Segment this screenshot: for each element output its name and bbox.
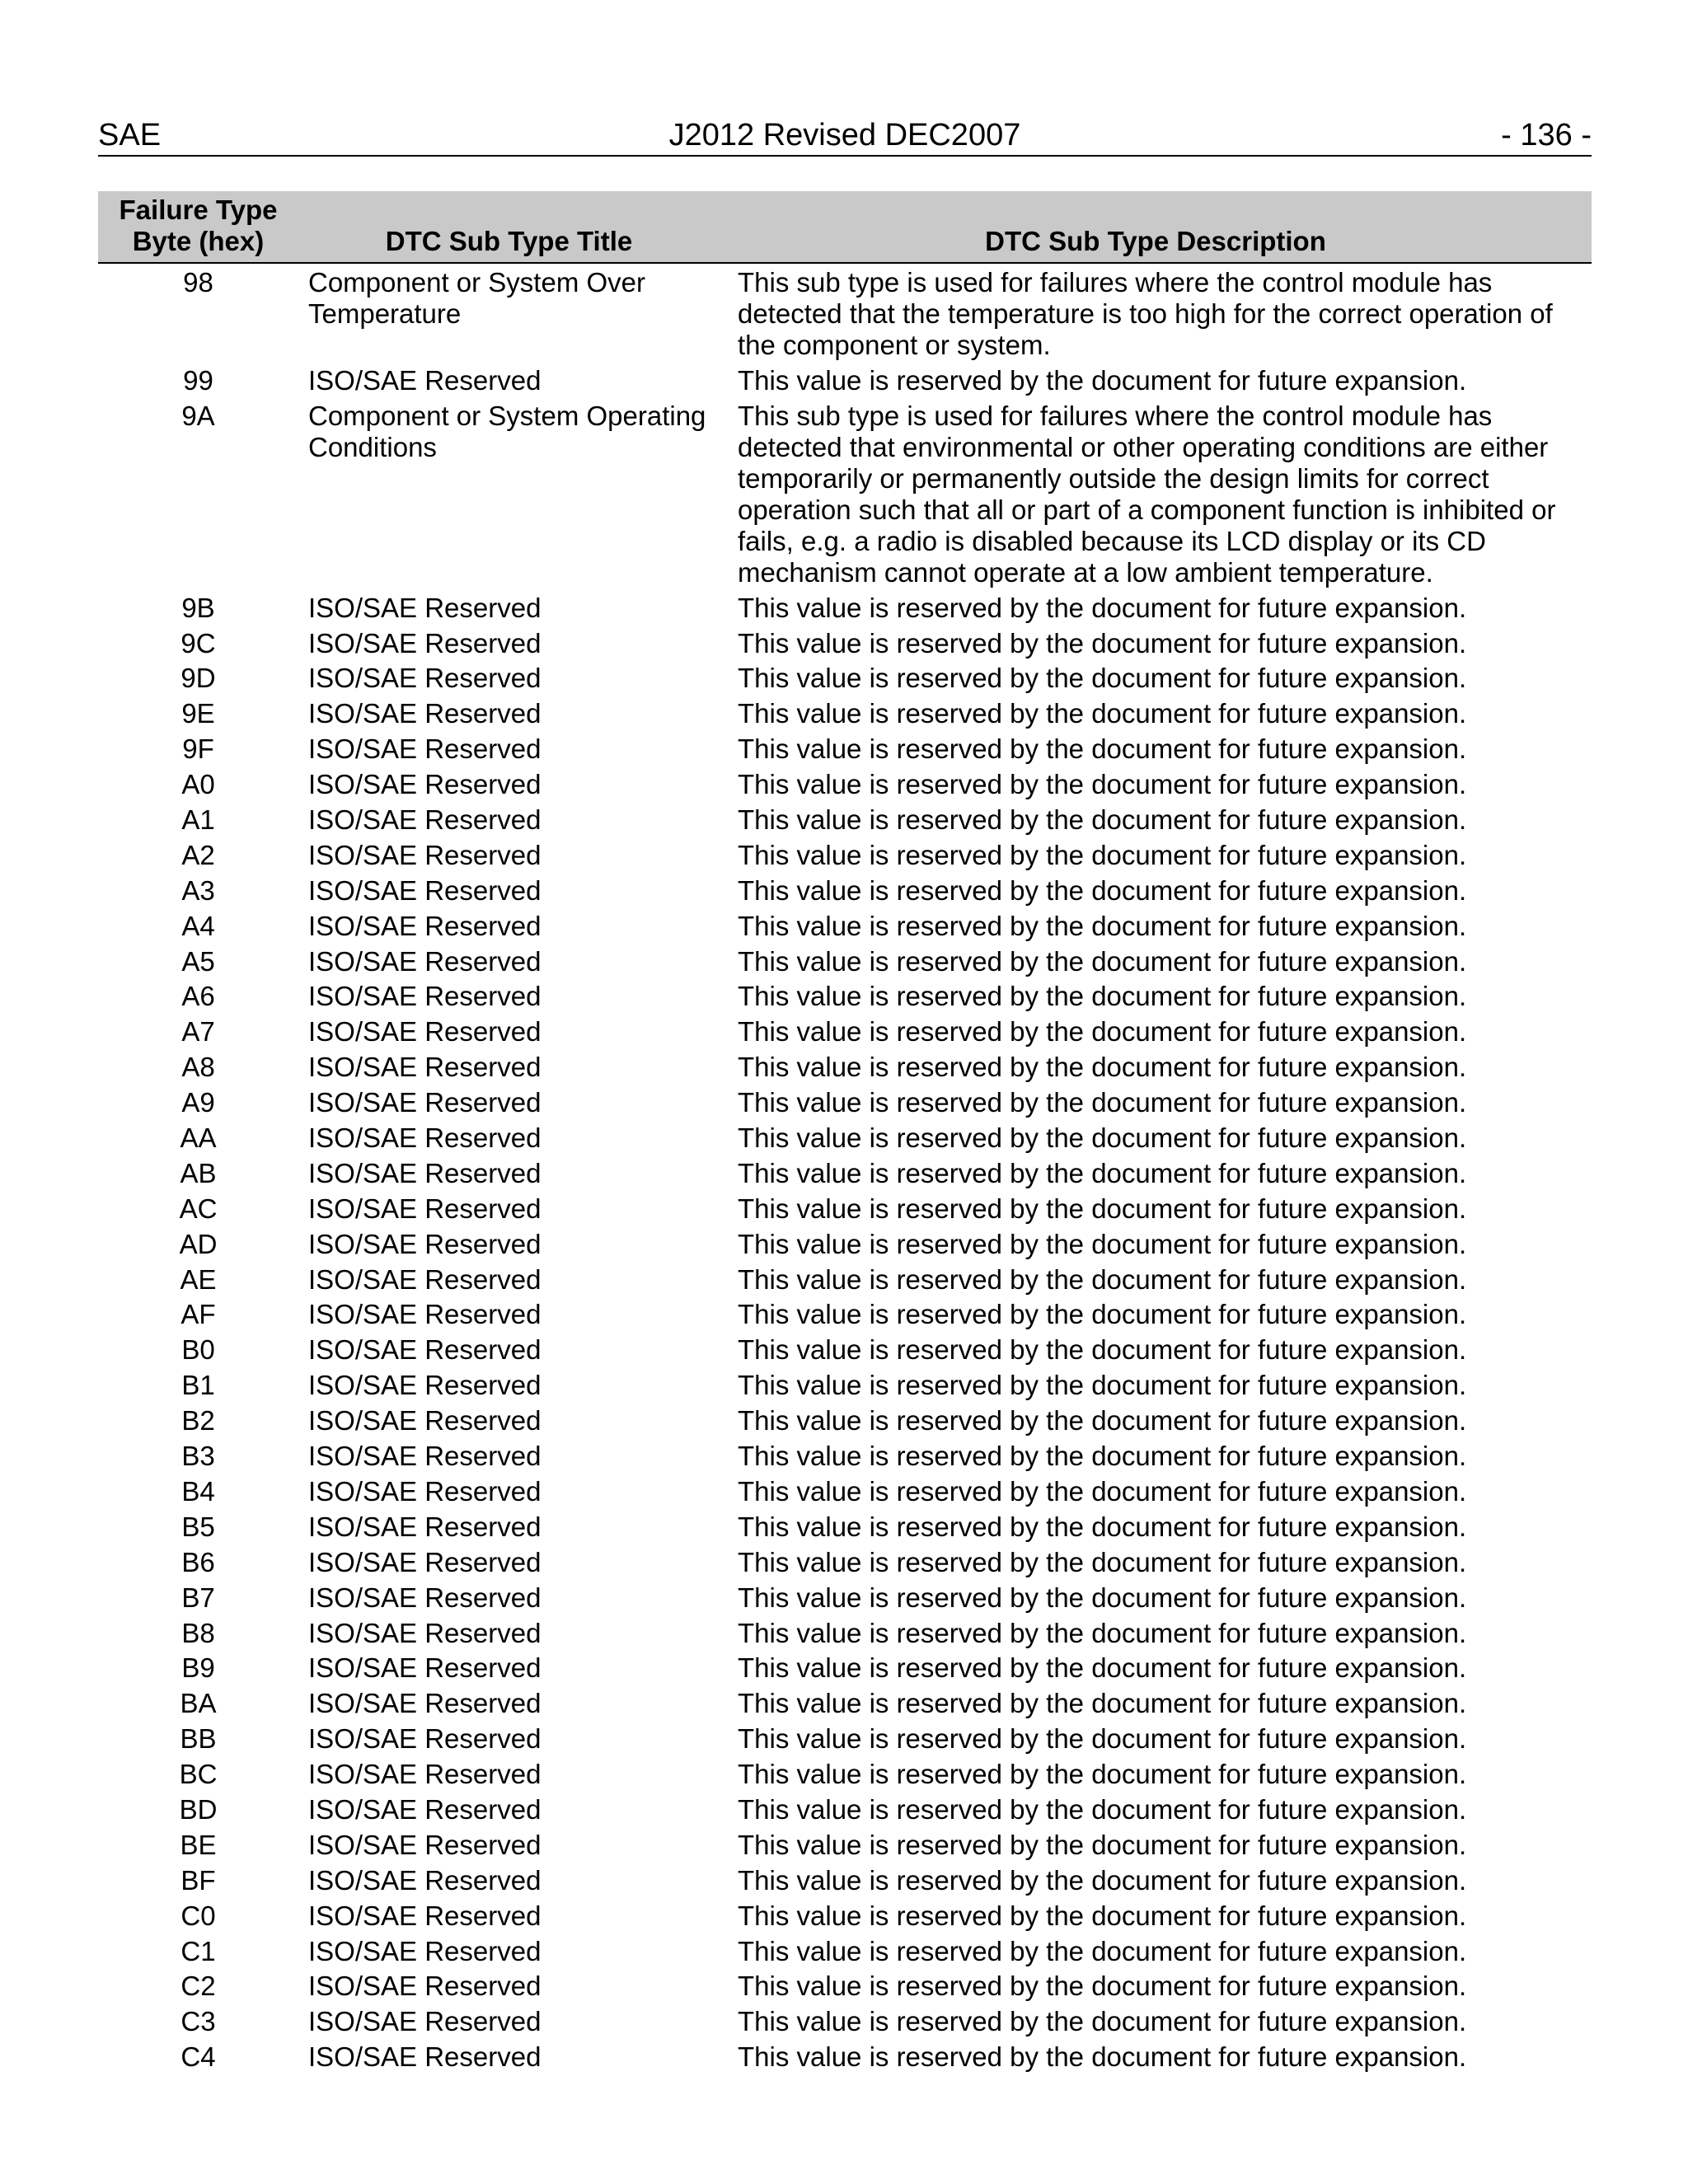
cell-hex: AF — [181, 1299, 216, 1330]
cell-description: This value is reserved by the document for future expansion. — [738, 364, 1467, 396]
cell-description: This value is reserved by the document for future expansion. — [738, 981, 1467, 1012]
cell-description: This value is reserved by the document for future expansion. — [738, 1864, 1467, 1896]
header-doc-id: J2012 Revised DEC2007 — [668, 118, 1021, 152]
cell-title: ISO/SAE Reserved — [308, 592, 542, 623]
header-org: SAE — [98, 118, 162, 152]
cell-title: ISO/SAE Reserved — [308, 910, 542, 941]
cell-title: ISO/SAE Reserved — [308, 874, 542, 906]
cell-description: This value is reserved by the document for future expansion. — [738, 1299, 1467, 1330]
cell-hex: BB — [180, 1723, 217, 1755]
cell-hex: BC — [179, 1759, 218, 1790]
table-row — [98, 1229, 1592, 1264]
cell-description: This sub type is used for failures where the control module has detected that the temperature is too high for the correct operation of the component or system. — [738, 267, 1553, 360]
cell-title: ISO/SAE Reserved — [308, 1193, 542, 1224]
cell-hex: C2 — [181, 1971, 216, 2002]
cell-hex: AC — [179, 1193, 218, 1224]
cell-title: ISO/SAE Reserved — [308, 1263, 542, 1295]
cell-description: This value is reserved by the document for future expansion. — [738, 874, 1467, 906]
cell-hex: B1 — [181, 1370, 215, 1401]
cell-title: ISO/SAE Reserved — [308, 663, 542, 694]
cell-hex: B0 — [181, 1334, 215, 1366]
cell-description: This value is reserved by the document for future expansion. — [738, 2006, 1467, 2037]
cell-title: ISO/SAE Reserved — [308, 1900, 542, 1931]
cell-hex: 9C — [181, 627, 216, 658]
cell-description: This value is reserved by the document for future expansion. — [738, 1793, 1467, 1825]
table-row — [98, 1900, 1592, 1936]
cell-title: ISO/SAE Reserved — [308, 1829, 542, 1860]
cell-title: ISO/SAE Reserved — [308, 1723, 542, 1755]
cell-title: ISO/SAE Reserved — [308, 1511, 542, 1542]
cell-hex: C3 — [181, 2006, 216, 2037]
cell-description: This value is reserved by the document for future expansion. — [738, 1263, 1467, 1295]
cell-title: ISO/SAE Reserved — [308, 1370, 542, 1401]
cell-description: This value is reserved by the document for future expansion. — [738, 804, 1467, 836]
cell-description: This value is reserved by the document for future expansion. — [738, 1441, 1467, 1472]
table-row — [98, 1936, 1592, 1971]
cell-description: This value is reserved by the document for future expansion. — [738, 1016, 1467, 1047]
cell-description: This value is reserved by the document for future expansion. — [738, 839, 1467, 870]
cell-hex: B9 — [181, 1652, 215, 1684]
header-page-number: - 136 - — [1501, 118, 1592, 152]
cell-title: ISO/SAE Reserved — [308, 1157, 542, 1188]
cell-description: This value is reserved by the document for future expansion. — [738, 1652, 1467, 1684]
table-row — [98, 1688, 1592, 1723]
cell-description: This value is reserved by the document for future expansion. — [738, 1193, 1467, 1224]
table-row — [98, 1087, 1592, 1122]
table-row — [98, 663, 1592, 698]
cell-hex: A5 — [181, 945, 215, 977]
cell-title: ISO/SAE Reserved — [308, 1582, 542, 1613]
cell-hex: 9B — [181, 592, 215, 623]
table-row — [98, 401, 1592, 593]
table-row — [98, 1264, 1592, 1300]
cell-title: ISO/SAE Reserved — [308, 1122, 542, 1154]
cell-description: This value is reserved by the document for future expansion. — [738, 1370, 1467, 1401]
cell-description: This value is reserved by the document for future expansion. — [738, 733, 1467, 765]
cell-title: ISO/SAE Reserved — [308, 1617, 542, 1648]
table-row — [98, 365, 1592, 401]
table-row — [98, 1016, 1592, 1052]
cell-hex: B6 — [181, 1546, 215, 1577]
cell-description: This value is reserved by the document for future expansion. — [738, 1405, 1467, 1436]
column-header-hex-line2: Byte (hex) — [132, 226, 265, 256]
cell-hex: AD — [179, 1228, 218, 1259]
cell-description: This value is reserved by the document for future expansion. — [738, 769, 1467, 800]
cell-title: ISO/SAE Reserved — [308, 1016, 542, 1047]
cell-description: This value is reserved by the document for future expansion. — [738, 1334, 1467, 1366]
cell-hex: A3 — [181, 874, 215, 906]
cell-title: ISO/SAE Reserved — [308, 627, 542, 658]
cell-title: ISO/SAE Reserved — [308, 1793, 542, 1825]
cell-title: ISO/SAE Reserved — [308, 733, 542, 765]
cell-hex: B3 — [181, 1441, 215, 1472]
cell-hex: A6 — [181, 981, 215, 1012]
cell-hex: A1 — [181, 804, 215, 836]
cell-title: ISO/SAE Reserved — [308, 2006, 542, 2037]
table-body — [98, 263, 1592, 2077]
cell-title: Component or System Operating Conditions — [308, 400, 706, 462]
cell-hex: 9A — [181, 400, 215, 431]
cell-description: This value is reserved by the document for future expansion. — [738, 1688, 1467, 1719]
table-row — [98, 1476, 1592, 1511]
cell-description: This value is reserved by the document for future expansion. — [738, 1971, 1467, 2002]
cell-title: ISO/SAE Reserved — [308, 1087, 542, 1118]
cell-title: ISO/SAE Reserved — [308, 1334, 542, 1366]
column-header-hex — [98, 191, 298, 263]
table-row — [98, 1830, 1592, 1865]
cell-hex: B8 — [181, 1617, 215, 1648]
cell-title: Component or System Over Temperature — [308, 267, 645, 329]
cell-description: This value is reserved by the document for future expansion. — [738, 1511, 1467, 1542]
table-row — [98, 911, 1592, 946]
cell-hex: AA — [180, 1122, 217, 1154]
column-header-hex-line1: Failure Type — [119, 194, 278, 225]
cell-title: ISO/SAE Reserved — [308, 698, 542, 729]
cell-hex: 9D — [181, 663, 216, 694]
cell-title: ISO/SAE Reserved — [308, 364, 542, 396]
table-row — [98, 1794, 1592, 1830]
cell-title: ISO/SAE Reserved — [308, 1299, 542, 1330]
cell-hex: BD — [179, 1793, 218, 1825]
cell-description: This value is reserved by the document for future expansion. — [738, 1829, 1467, 1860]
table-header — [98, 191, 1592, 263]
table-row — [98, 628, 1592, 663]
cell-description: This value is reserved by the document for future expansion. — [738, 1759, 1467, 1790]
cell-description: This value is reserved by the document for future expansion. — [738, 1157, 1467, 1188]
cell-title: ISO/SAE Reserved — [308, 1759, 542, 1790]
cell-title: ISO/SAE Reserved — [308, 1546, 542, 1577]
table-row — [98, 1299, 1592, 1334]
cell-hex: AE — [180, 1263, 217, 1295]
cell-hex: A7 — [181, 1016, 215, 1047]
table-row — [98, 1511, 1592, 1547]
dtc-subtype-table — [98, 191, 1592, 2077]
table-row — [98, 1547, 1592, 1582]
cell-title: ISO/SAE Reserved — [308, 804, 542, 836]
cell-title: ISO/SAE Reserved — [308, 1652, 542, 1684]
cell-description: This value is reserved by the document for future expansion. — [738, 1475, 1467, 1507]
cell-hex: B4 — [181, 1475, 215, 1507]
cell-description: This value is reserved by the document for future expansion. — [738, 663, 1467, 694]
cell-description: This value is reserved by the document for future expansion. — [738, 1900, 1467, 1931]
table-row — [98, 1865, 1592, 1900]
table-row — [98, 698, 1592, 733]
table-row — [98, 2041, 1592, 2077]
table-row — [98, 733, 1592, 769]
cell-title: ISO/SAE Reserved — [308, 945, 542, 977]
cell-hex: B5 — [181, 1511, 215, 1542]
column-header-description: DTC Sub Type Description — [720, 191, 1592, 263]
cell-hex: A9 — [181, 1087, 215, 1118]
cell-hex: 9F — [182, 733, 214, 765]
table-row — [98, 875, 1592, 911]
cell-description: This value is reserved by the document for future expansion. — [738, 910, 1467, 941]
cell-hex: BA — [180, 1688, 217, 1719]
cell-title: ISO/SAE Reserved — [308, 1441, 542, 1472]
cell-hex: B2 — [181, 1405, 215, 1436]
cell-description: This value is reserved by the document for future expansion. — [738, 698, 1467, 729]
table-row — [98, 1122, 1592, 1158]
document-page — [98, 115, 1592, 2077]
table-row — [98, 840, 1592, 875]
cell-hex: 99 — [183, 364, 213, 396]
cell-title: ISO/SAE Reserved — [308, 1475, 542, 1507]
cell-title: ISO/SAE Reserved — [308, 2041, 542, 2073]
table-row — [98, 769, 1592, 804]
cell-title: ISO/SAE Reserved — [308, 1935, 542, 1966]
cell-title: ISO/SAE Reserved — [308, 1864, 542, 1896]
table-row — [98, 1652, 1592, 1688]
cell-title: ISO/SAE Reserved — [308, 1052, 542, 1083]
cell-hex: C1 — [181, 1935, 216, 1966]
cell-description: This value is reserved by the document for future expansion. — [738, 592, 1467, 623]
table-row — [98, 1971, 1592, 2006]
cell-hex: BF — [181, 1864, 216, 1896]
table-row — [98, 1723, 1592, 1759]
cell-hex: A0 — [181, 769, 215, 800]
cell-description: This value is reserved by the document for future expansion. — [738, 627, 1467, 658]
table-row — [98, 1158, 1592, 1193]
cell-description: This sub type is used for failures where the control module has detected that environmental or other operating conditions are either temporarily or permanently outside the design limits for correct operation such that all or part of a component function is inhibited or fails, e.g. a radio is disabled because its LCD display or its CD mechanism cannot operate at a low ambient temperature. — [738, 400, 1556, 588]
cell-hex: C4 — [181, 2041, 216, 2073]
table-row — [98, 946, 1592, 982]
cell-title: ISO/SAE Reserved — [308, 981, 542, 1012]
cell-hex: A4 — [181, 910, 215, 941]
cell-description: This value is reserved by the document for future expansion. — [738, 1087, 1467, 1118]
table-row — [98, 1405, 1592, 1441]
table-row — [98, 1370, 1592, 1405]
cell-hex: BE — [180, 1829, 217, 1860]
table-row — [98, 1759, 1592, 1794]
cell-hex: 9E — [181, 698, 215, 729]
cell-hex: B7 — [181, 1582, 215, 1613]
cell-description: This value is reserved by the document for future expansion. — [738, 1935, 1467, 1966]
table-row — [98, 1441, 1592, 1476]
cell-description: This value is reserved by the document for future expansion. — [738, 1582, 1467, 1613]
column-header-title: DTC Sub Type Title — [298, 191, 720, 263]
cell-title: ISO/SAE Reserved — [308, 1228, 542, 1259]
cell-hex: 98 — [183, 267, 213, 298]
cell-description: This value is reserved by the document for future expansion. — [738, 2041, 1467, 2073]
page-header — [98, 115, 1592, 157]
table-row — [98, 1618, 1592, 1653]
cell-hex: A2 — [181, 839, 215, 870]
cell-title: ISO/SAE Reserved — [308, 769, 542, 800]
cell-title: ISO/SAE Reserved — [308, 1971, 542, 2002]
cell-description: This value is reserved by the document for future expansion. — [738, 1228, 1467, 1259]
table-row — [98, 593, 1592, 628]
cell-hex: AB — [180, 1157, 217, 1188]
cell-description: This value is reserved by the document for future expansion. — [738, 945, 1467, 977]
cell-title: ISO/SAE Reserved — [308, 1688, 542, 1719]
cell-hex: C0 — [181, 1900, 216, 1931]
cell-title: ISO/SAE Reserved — [308, 839, 542, 870]
cell-description: This value is reserved by the document for future expansion. — [738, 1617, 1467, 1648]
cell-title: ISO/SAE Reserved — [308, 1405, 542, 1436]
table-row — [98, 1052, 1592, 1087]
table-row — [98, 263, 1592, 365]
table-row — [98, 981, 1592, 1016]
table-row — [98, 1334, 1592, 1370]
table-row — [98, 804, 1592, 840]
cell-description: This value is reserved by the document for future expansion. — [738, 1546, 1467, 1577]
table-row — [98, 2006, 1592, 2041]
cell-description: This value is reserved by the document for future expansion. — [738, 1122, 1467, 1154]
cell-description: This value is reserved by the document for future expansion. — [738, 1723, 1467, 1755]
cell-hex: A8 — [181, 1052, 215, 1083]
table-row — [98, 1582, 1592, 1618]
cell-description: This value is reserved by the document for future expansion. — [738, 1052, 1467, 1083]
table-row — [98, 1193, 1592, 1229]
